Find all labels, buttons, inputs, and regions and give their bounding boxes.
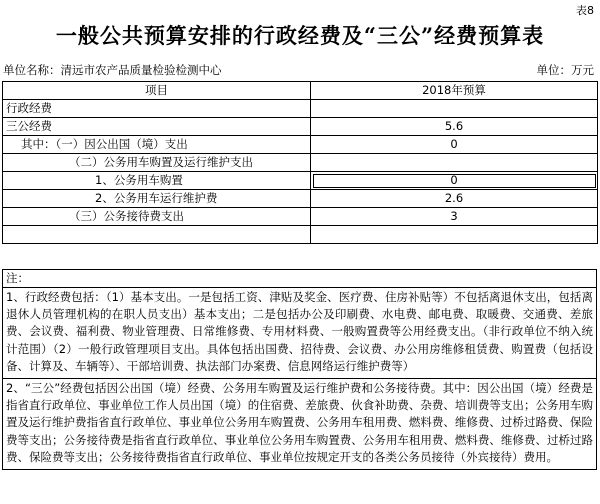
row-item: 1、公务用车购置 bbox=[3, 172, 311, 190]
table-row bbox=[3, 118, 598, 136]
note-paragraph-2: 2、“三公”经费包括因公出国（境）经费、公务用车购置及运行维护费和公务接待费。其中：因公出国（境）经费是指省直行政单位、事业单位工作人员出国（境）的住宿费、差旅费、伙食补助费、杂费、培训费等支出；公务用车购置及运行维护费指省直行政单位、事业单位公务用车购置费、公务用车租用费、燃料费、维修费、过桥过路费、保险费等支出；公务接待费是指省直行政单位、事业单位公务用车购置费、公务用车租用费、燃料费、维修费、过桥过路费、保险费等支出；公务接待费指省直行政单位、事业单位按规定开支的各类公务员接待（外宾接待）费用。 bbox=[3, 378, 596, 469]
notes-section bbox=[2, 269, 597, 470]
row-item: （三）公务接待费支出 bbox=[3, 208, 311, 226]
table-row bbox=[3, 136, 598, 154]
row-item: （二）公务用车购置及运行维护支出 bbox=[3, 154, 311, 172]
unit-info-row bbox=[3, 62, 594, 80]
notes-heading: 注： bbox=[3, 270, 596, 288]
row-item: 行政经费 bbox=[3, 100, 311, 118]
row-value[interactable]: 0 bbox=[311, 136, 598, 154]
row-value[interactable] bbox=[311, 154, 598, 172]
row-value[interactable]: 3 bbox=[311, 208, 598, 226]
row-item: 三公经费 bbox=[3, 118, 311, 136]
row-value[interactable]: 5.6 bbox=[311, 118, 598, 136]
page-title: 一般公共预算安排的行政经费及“三公”经费预算表 bbox=[55, 23, 545, 48]
row-item: 2、公务用车运行维护费 bbox=[3, 190, 311, 208]
row-item: 其中：（一）因公出国（境）支出 bbox=[3, 136, 311, 154]
currency-unit-label: 单位：万元 bbox=[536, 63, 594, 77]
sheet-number: 表8 bbox=[576, 4, 594, 17]
row-value[interactable] bbox=[311, 100, 598, 118]
row-item bbox=[3, 226, 311, 244]
header-item: 项目 bbox=[3, 82, 311, 100]
row-value[interactable]: 2.6 bbox=[311, 190, 598, 208]
table-row bbox=[3, 172, 598, 190]
budget-table bbox=[2, 81, 598, 244]
table-header-row bbox=[3, 82, 598, 100]
table-row bbox=[3, 154, 598, 172]
table-row bbox=[3, 208, 598, 226]
table-row bbox=[3, 226, 598, 244]
header-value: 2018年预算 bbox=[311, 82, 598, 100]
row-value[interactable] bbox=[311, 226, 598, 244]
row-value[interactable]: 0 bbox=[311, 172, 598, 190]
table-row bbox=[3, 190, 598, 208]
table-row bbox=[3, 100, 598, 118]
unit-name-label: 单位名称：清远市农产品质量检验检测中心 bbox=[3, 63, 222, 77]
note-paragraph-1: 1、行政经费包括：（1）基本支出。一是包括工资、津贴及奖金、医疗费、住房补贴等）不包括离退休支出，包括离退休人员管理机构的在职人员支出）基本支出；二是包括办公及印刷费、水电费、邮电费、取暖费、交通费、差旅费、会议费、福利费、物业管理费、日常维修费、专用材料费、一般购置费等公用经费支出。（非行政单位不纳入统计范围）（2）一般行政管理项目支出。具体包括出国费、招待费、会议费、办公用房维修租赁费、购置费（包括设备、计算及、车辆等）、干部培训费、执法部门办案费、信息网络运行维护费等） bbox=[6, 290, 593, 373]
